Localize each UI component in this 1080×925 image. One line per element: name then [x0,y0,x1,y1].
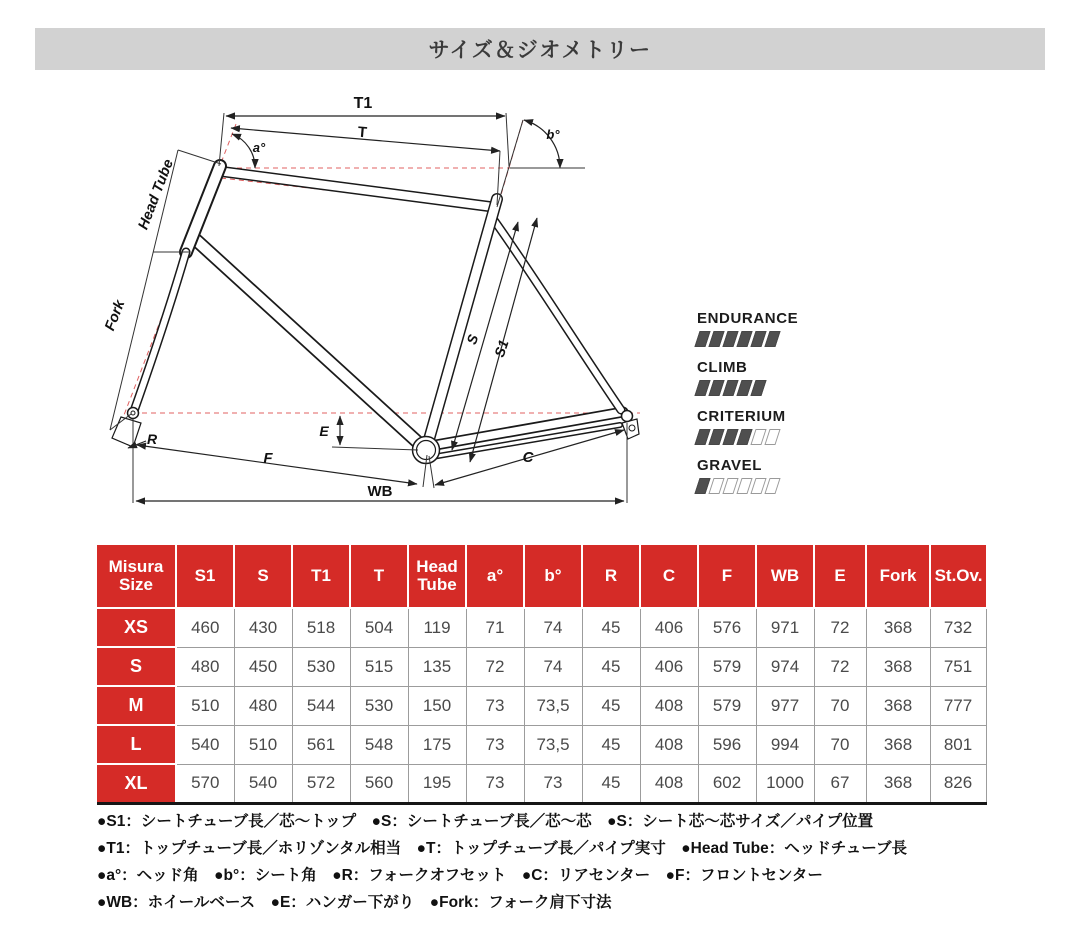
cell: 74 [524,608,582,647]
cell: 540 [176,725,234,764]
rating-label: CLIMB [697,359,748,376]
col-header-s1: S1 [176,545,234,608]
col-header-c: C [640,545,698,608]
rating-gravel [697,457,887,495]
col-header-wb: WB [756,545,814,608]
cell: 45 [582,647,640,686]
label-b-angle: b° [546,127,560,142]
rating-endurance [697,310,887,348]
geometry-table [97,545,987,805]
cell: 368 [866,686,930,725]
cell: 45 [582,764,640,804]
cell: 368 [866,725,930,764]
rating-climb [697,359,887,397]
label-wb: WB [367,483,393,500]
cell: 45 [582,725,640,764]
front-axle [128,408,139,419]
label-t1: T1 [353,95,373,112]
ride-character-ratings [697,310,887,506]
cell: 530 [292,647,350,686]
cell: 530 [350,686,408,725]
label-t: T [357,123,368,142]
cell: 368 [866,647,930,686]
page-title: サイズ＆ジオメトリー [428,39,652,62]
measurement-legend [97,808,997,916]
cell: 72 [814,608,866,647]
cell: 777 [930,686,986,725]
rating-criterium [697,408,887,446]
cell: 71 [466,608,524,647]
cell: 576 [698,608,756,647]
rating-bar [697,331,887,348]
rating-label: ENDURANCE [697,310,799,327]
cell: 175 [408,725,466,764]
col-header-f: F [698,545,756,608]
cell: 602 [698,764,756,804]
cell: 45 [582,608,640,647]
cell: 570 [176,764,234,804]
size-cell: S [97,647,176,686]
size-cell: XL [97,764,176,804]
cell: 406 [640,608,698,647]
cell: 579 [698,686,756,725]
cell: 504 [350,608,408,647]
cell: 67 [814,764,866,804]
rating-label: CRITERIUM [697,408,786,425]
legend-line-3: ●a°：ヘッド角 ●b°：シート角 ●R：フォークオフセット ●C：リアセンター ●F：フロントセンター [97,867,823,884]
label-fork: Fork [102,298,129,334]
rating-bar [697,429,887,446]
cell: 977 [756,686,814,725]
col-header-misura-size: Misura Size [97,545,176,608]
cell: 430 [234,608,292,647]
table-row-m [97,686,986,725]
cell: 368 [866,764,930,804]
col-header-r: R [582,545,640,608]
cell: 974 [756,647,814,686]
cell: 801 [930,725,986,764]
rating-segment-empty [764,478,780,494]
size-cell: M [97,686,176,725]
cell: 408 [640,764,698,804]
cell: 548 [350,725,408,764]
label-e: E [319,423,329,439]
cell: 751 [930,647,986,686]
rating-segment-empty [764,429,780,445]
rating-label: GRAVEL [697,457,762,474]
cell: 480 [176,647,234,686]
cell: 74 [524,647,582,686]
cell: 460 [176,608,234,647]
label-a-angle: a° [252,140,266,155]
col-header-st-ov: St.Ov. [930,545,986,608]
col-header-head-tube: Head Tube [408,545,466,608]
cell: 480 [234,686,292,725]
cell: 450 [234,647,292,686]
table-row-xl [97,764,986,804]
label-head-tube: Head Tube [135,157,177,232]
table-row-xs [97,608,986,647]
cell: 515 [350,647,408,686]
label-r: R [146,431,158,447]
cell: 195 [408,764,466,804]
cell: 518 [292,608,350,647]
table-row-l [97,725,986,764]
col-header-fork: Fork [866,545,930,608]
cell: 561 [292,725,350,764]
col-header-e: E [814,545,866,608]
cell: 73 [524,764,582,804]
cell: 45 [582,686,640,725]
label-s: S [463,332,482,347]
cell: 72 [466,647,524,686]
cell: 572 [292,764,350,804]
cell: 73 [466,725,524,764]
col-header-t1: T1 [292,545,350,608]
cell: 408 [640,725,698,764]
cell: 70 [814,686,866,725]
cell: 73 [466,764,524,804]
cell: 73 [466,686,524,725]
label-c: C [522,449,534,466]
legend-line-4: ●WB：ホイールベース ●E：ハンガー下がり ●Fork：フォーク肩下寸法 [97,894,612,911]
cell: 971 [756,608,814,647]
rear-axle [622,411,633,422]
title-banner [35,28,1045,70]
rating-segment-filled [764,331,780,347]
front-dropout [112,417,141,447]
cell: 368 [866,608,930,647]
rating-segment-filled [750,380,766,396]
frame-geometry-diagram [90,85,690,520]
cell: 540 [234,764,292,804]
cell: 994 [756,725,814,764]
rating-bar [697,380,887,397]
legend-line-1: ●S1：シートチューブ長／芯～トップ ●S：シートチューブ長／芯～芯 ●S：シート芯～芯サイズ／パイプ位置 [97,813,874,830]
cell: 732 [930,608,986,647]
col-header-s: S [234,545,292,608]
cell: 73,5 [524,686,582,725]
col-header-b-angle: b° [524,545,582,608]
cell: 510 [234,725,292,764]
size-cell: L [97,725,176,764]
cell: 135 [408,647,466,686]
size-cell: XS [97,608,176,647]
col-header-a-angle: a° [466,545,524,608]
table-header-row [97,545,986,608]
cell: 70 [814,725,866,764]
cell: 150 [408,686,466,725]
col-header-t: T [350,545,408,608]
legend-line-2: ●T1：トップチューブ長／ホリゾンタル相当 ●T：トップチューブ長／パイプ実寸 ●Head Tube：ヘッドチューブ長 [97,840,907,857]
frame-drawing [112,166,639,464]
cell: 408 [640,686,698,725]
cell: 406 [640,647,698,686]
cell: 1000 [756,764,814,804]
cell: 72 [814,647,866,686]
cell: 73,5 [524,725,582,764]
cell: 579 [698,647,756,686]
label-s1: S1 [490,337,512,360]
cell: 826 [930,764,986,804]
cell: 560 [350,764,408,804]
table-row-s [97,647,986,686]
label-f: F [263,450,273,467]
cell: 544 [292,686,350,725]
cell: 510 [176,686,234,725]
rating-bar [697,478,887,495]
cell: 119 [408,608,466,647]
cell: 596 [698,725,756,764]
